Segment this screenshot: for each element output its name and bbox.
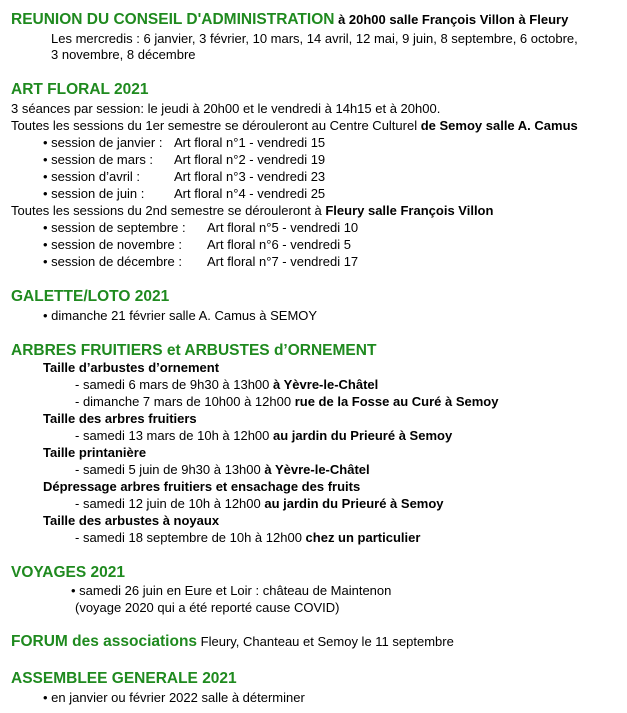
voyage-note: (voyage 2020 qui a été reporté cause COVID) — [75, 600, 340, 615]
session-label: • session de septembre : — [43, 220, 186, 235]
section-title-voyages: VOYAGES 2021 — [11, 564, 126, 581]
section-title-forum: FORUM des associations Fleury, Chanteau et Semoy le 11 septembre — [11, 633, 454, 650]
session-value: Art floral n°7 - vendredi 17 — [207, 254, 359, 269]
session-value: Art floral n°1 - vendredi 15 — [174, 135, 326, 150]
session-label: • session de novembre : — [43, 237, 182, 252]
section-title-galette: GALETTE/LOTO 2021 — [11, 288, 170, 305]
section-title-art-floral: ART FLORAL 2021 — [11, 81, 149, 98]
arbres-item: - samedi 6 mars de 9h30 à 13h00 à Yèvre-le-Châtel — [75, 377, 379, 392]
session-label: • session de janvier : — [43, 135, 163, 150]
session-value: Art floral n°3 - vendredi 23 — [174, 169, 326, 184]
conseil-dates-line1: Les mercredis : 6 janvier, 3 février, 10 mars, 14 avril, 12 mai, 9 juin, 8 septembre, 6 octobre, — [51, 31, 578, 46]
session-label: • session de juin : — [43, 186, 145, 201]
art-floral-intro: 3 séances par session: le jeudi à 20h00 et le vendredi à 14h15 et à 20h00. — [11, 101, 441, 116]
arbres-item: - samedi 18 septembre de 10h à 12h00 chez un particulier — [75, 530, 421, 545]
section-title-arbres: ARBRES FRUITIERS et ARBUSTES d’ORNEMENT — [11, 342, 377, 359]
galette-item: • dimanche 21 février salle A. Camus à SEMOY — [43, 308, 318, 323]
arbres-group-heading: Taille printanière — [43, 445, 147, 460]
arbres-item: - samedi 5 juin de 9h30 à 13h00 à Yèvre-le-Châtel — [75, 462, 370, 477]
arbres-item: - dimanche 7 mars de 10h00 à 12h00 rue de la Fosse au Curé à Semoy — [75, 394, 499, 409]
arbres-group-heading: Taille des arbres fruitiers — [43, 411, 197, 426]
arbres-item: - samedi 13 mars de 10h à 12h00 au jardin du Prieuré à Semoy — [75, 428, 453, 443]
conseil-dates-line2: 3 novembre, 8 décembre — [51, 47, 196, 62]
assemblee-item: • en janvier ou février 2022 salle à déterminer — [43, 690, 305, 705]
arbres-group-heading: Taille des arbustes à noyaux — [43, 513, 220, 528]
session-value: Art floral n°2 - vendredi 19 — [174, 152, 326, 167]
art-floral-sem2: Toutes les sessions du 2nd semestre se dérouleront à Fleury salle François Villon — [11, 203, 494, 218]
arbres-item: - samedi 12 juin de 10h à 12h00 au jardin du Prieuré à Semoy — [75, 496, 444, 511]
section-title-conseil: REUNION DU CONSEIL D'ADMINISTRATION à 20h00 salle François Villon à Fleury — [11, 11, 569, 28]
arbres-group-heading: Taille d’arbustes d’ornement — [43, 360, 220, 375]
session-label: • session de mars : — [43, 152, 154, 167]
section-title-assemblee: ASSEMBLEE GENERALE 2021 — [11, 670, 237, 687]
art-floral-sem1: Toutes les sessions du 1er semestre se dérouleront au Centre Culturel de Semoy salle A. Camus — [11, 118, 578, 133]
session-label: • session d’avril : — [43, 169, 141, 184]
session-value: Art floral n°5 - vendredi 10 — [207, 220, 359, 235]
session-label: • session de décembre : — [43, 254, 182, 269]
session-value: Art floral n°4 - vendredi 25 — [174, 186, 326, 201]
voyage-item: • samedi 26 juin en Eure et Loir : château de Maintenon — [71, 583, 392, 598]
session-value: Art floral n°6 - vendredi 5 — [207, 237, 351, 252]
arbres-group-heading: Dépressage arbres fruitiers et ensachage des fruits — [43, 479, 361, 494]
